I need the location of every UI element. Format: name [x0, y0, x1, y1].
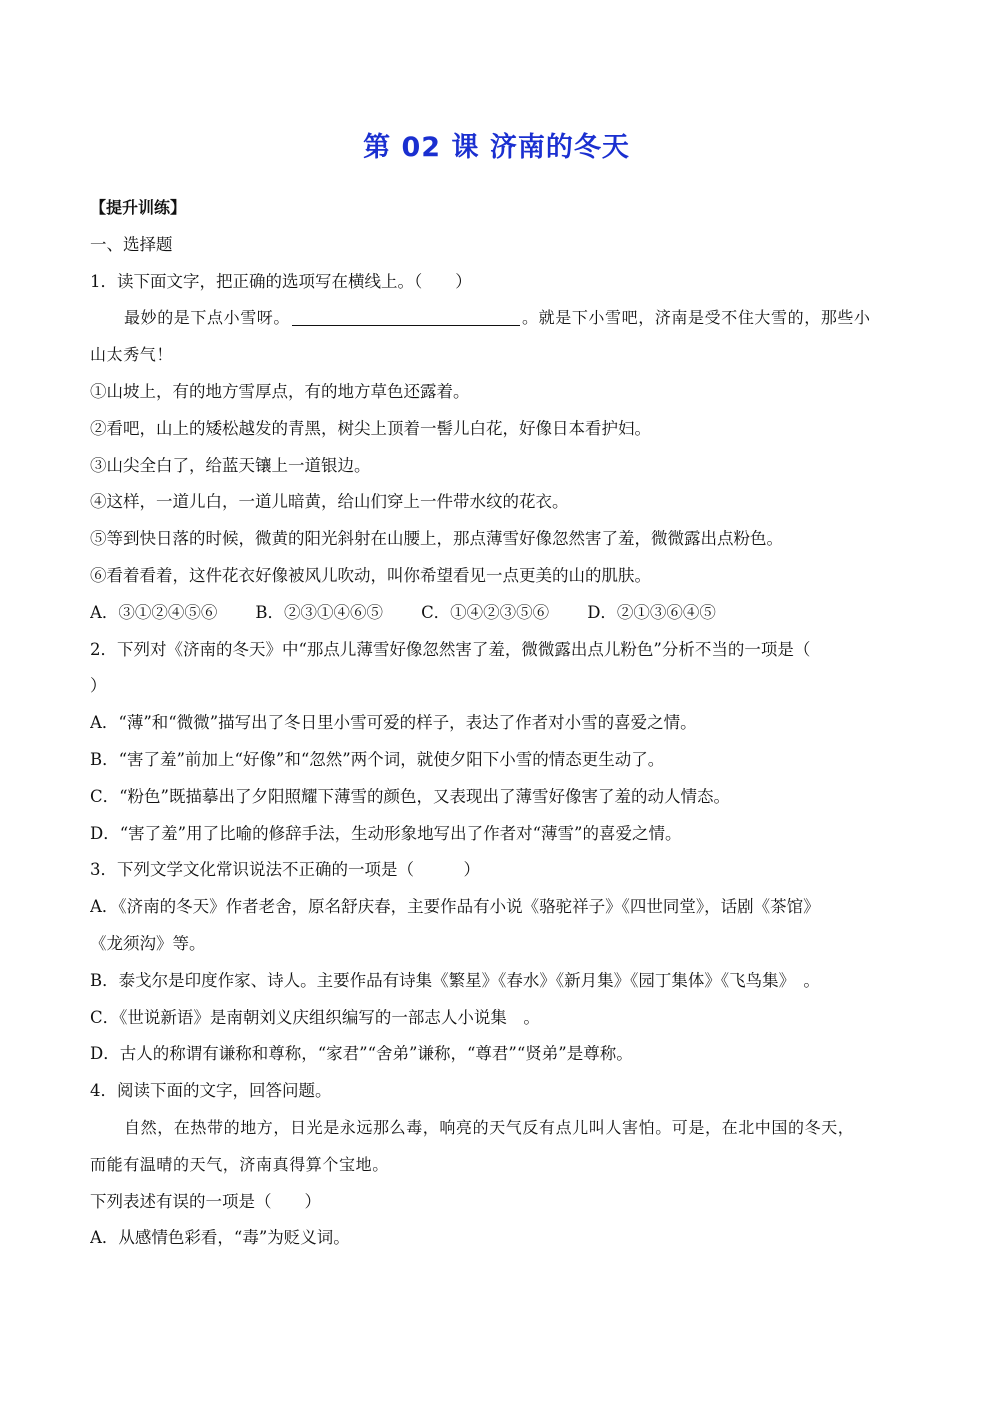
question-1-passage-cont: 山太秀气！	[90, 345, 174, 365]
sentence-item: ③山尖全白了，给蓝天镶上一道银边。	[90, 455, 371, 475]
page-title: 第 02 课 济南的冬天	[363, 132, 630, 163]
sentence-item: ⑤等到快日落的时候，微黄的阳光斜射在山腰上，那点薄雪好像忽然害了羞，微微露出点粉色。	[90, 529, 783, 549]
passage-text-after: 。就是下小雪吧，济南是受不住大雪的，那些小	[522, 308, 871, 328]
option-a: A．从感情色彩看，“毒”为贬义词。	[90, 1228, 350, 1248]
question-2-stem-cont: ）	[90, 676, 107, 696]
sentence-item: ④这样，一道儿白，一道儿暗黄，给山们穿上一件带水纹的花衣。	[90, 492, 569, 512]
option-b: B．②③①④⑥⑤	[255, 602, 384, 622]
option-a: A．③①②④⑤⑥	[90, 602, 218, 622]
option-d: D．②①③⑥④⑤	[587, 602, 716, 622]
question-1-options	[90, 595, 902, 632]
question-1-stem: 1．读下面文字，把正确的选项写在横线上。（ ）	[90, 271, 472, 291]
sentence-item: ①山坡上，有的地方雪厚点，有的地方草色还露着。	[90, 381, 470, 401]
option-b: B．泰戈尔是印度作家、诗人。主要作品有诗集《繁星》《春水》《新月集》《园丁集体》《飞鸟集》 。	[90, 970, 820, 990]
option-a: A．《济南的冬天》作者老舍，原名舒庆春，主要作品有小说《骆驼祥子》《四世同堂》，话剧《茶馆》	[90, 897, 820, 917]
question-3-stem: 3．下列文学文化常识说法不正确的一项是（ ）	[90, 860, 480, 880]
sentence-item: ②看吧，山上的矮松越发的青黑，树尖上顶着一髻儿白花，好像日本看护妇。	[90, 418, 651, 438]
option-c: C．《世说新语》是南朝刘义庆组织编写的一部志人小说集 。	[90, 1007, 540, 1027]
option-b: B．“害了羞”前加上“好像”和“忽然”两个词，就使夕阳下小雪的情态更生动了。	[90, 749, 665, 769]
question-4-passage: 自然，在热带的地方，日光是永远那么毒，响亮的天气反有点儿叫人害怕。可是，在北中国的冬天，	[124, 1117, 855, 1137]
option-d: D．“害了羞”用了比喻的修辞手法，生动形象地写出了作者对“薄雪”的喜爱之情。	[90, 823, 682, 843]
option-a-cont: 《龙须沟》等。	[90, 933, 206, 953]
question-4-stem: 4．阅读下面的文字，回答问题。	[90, 1081, 332, 1101]
sentence-item: ⑥看着看着，这件花衣好像被风儿吹动，叫你希望看见一点更美的山的肌肤。	[90, 565, 651, 585]
answer-blank[interactable]	[292, 307, 520, 326]
option-c: C．“粉色”既描摹出了夕阳照耀下薄雪的颜色，又表现出了薄雪好像害了羞的动人情态。	[90, 786, 730, 806]
question-4-prompt: 下列表述有误的一项是（ ）	[90, 1191, 321, 1211]
passage-text-before: 最妙的是下点小雪呀。	[124, 308, 291, 328]
question-2-stem: 2．下列对《济南的冬天》中“那点儿薄雪好像忽然害了羞，微微露出点儿粉色”分析不当的一项是（	[90, 639, 811, 659]
part-heading: 一、选择题	[90, 234, 173, 254]
option-c: C．①④②③⑤⑥	[421, 602, 550, 622]
section-label: 【提升训练】	[90, 198, 187, 217]
option-d: D．古人的称谓有谦称和尊称，“家君”“舍弟”谦称，“尊君”“贤弟”是尊称。	[90, 1044, 633, 1064]
question-1-passage	[90, 300, 902, 337]
question-4-passage-cont: 而能有温晴的天气，济南真得算个宝地。	[90, 1154, 389, 1174]
document-body	[90, 190, 902, 1257]
option-a: A．“薄”和“微微”描写出了冬日里小雪可爱的样子，表达了作者对小雪的喜爱之情。	[90, 713, 697, 733]
